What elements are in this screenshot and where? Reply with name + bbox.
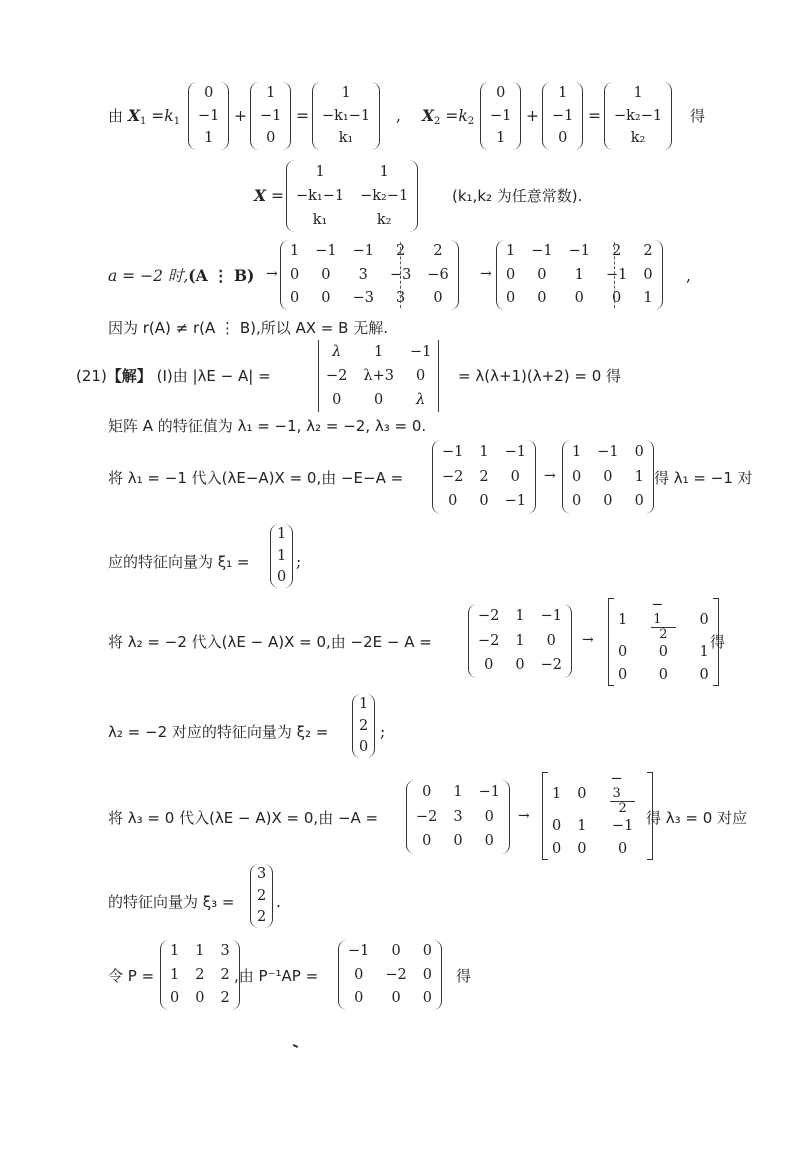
s2-pre: 将 λ₂ = −2 代入(λE − A)X = 0,由 −2E − A = [108, 633, 432, 651]
s3-arrow: → [518, 808, 530, 824]
scan-mark [293, 1044, 298, 1048]
s1-matrix-2: 1 −1 0 0 0 1 0 0 0 [564, 440, 652, 514]
x2-symbol: X [422, 106, 435, 125]
x-symbol: X [254, 186, 267, 205]
arbitrary-constants-note: (k₁,k₂ 为任意常数). [452, 187, 583, 205]
x2-sub: 2 [434, 116, 441, 127]
s3-matrix-1: 0 1 −1 −2 3 0 0 0 0 [408, 780, 508, 854]
xi2-vector: 1 2 0 [354, 694, 373, 758]
augmented-matrix-2: 1 −1 −1 2 2 0 0 1 −1 0 0 0 0 0 1 [498, 240, 661, 310]
augmented-label: (A ⋮ B) [188, 266, 255, 285]
no-solution-text: 因为 r(A) ≠ r(A ⋮ B),所以 AX = B 无解. [108, 319, 388, 337]
s2-vec-pre: λ₂ = −2 对应的特征向量为 ξ₂ = [108, 723, 329, 741]
eq-2: = [588, 107, 601, 125]
arrow-2: → [480, 266, 492, 282]
de-last: 得 [456, 967, 472, 985]
k1-sub: 1 [173, 116, 181, 127]
comma-1: , [396, 107, 401, 125]
char-poly-result: = λ(λ+1)(λ+2) = 0 得 [458, 367, 622, 385]
s1-vec-pre: 应的特征向量为 ξ₁ = [108, 553, 250, 571]
vector-c: 1 −k₁−1 k₁ [314, 82, 378, 150]
s2-matrix-2: 1 − 1 2 0 0 0 1 0 0 0 [610, 598, 717, 686]
s3-matrix-2: 1 0 − 3 2 0 1 −1 0 0 0 [544, 772, 651, 860]
s1-matrix-1: −1 1 −1 −2 2 0 0 0 −1 [434, 440, 534, 514]
vector-d: 0 −1 1 [482, 82, 519, 150]
a-cond: a = −2 时, [108, 267, 189, 285]
line2-x [254, 186, 284, 206]
s2-post: 得 [710, 633, 726, 651]
augmented-matrix-1: 1 −1 −1 2 2 0 0 3 −3 −6 0 0 −3 3 0 [282, 240, 457, 310]
s3-pre: 将 λ₃ = 0 代入(λE − A)X = 0,由 −A = [108, 809, 379, 827]
s1-post: 得 λ₁ = −1 对 [654, 469, 753, 487]
eq-k1: =k [151, 107, 174, 125]
part1-text: (Ⅰ)由 |λE − A| = [156, 367, 271, 385]
matrix-p: 1 1 3 1 2 2 0 0 2 [162, 940, 238, 1010]
s1-pre: 将 λ₁ = −1 代入(λE−A)X = 0,由 −E−A = [108, 469, 404, 487]
eq-1: = [296, 107, 309, 125]
s2-arrow: → [582, 632, 594, 648]
s2-semicolon: ; [380, 723, 386, 741]
s3-vec-pre: 的特征向量为 ξ₃ = [108, 893, 235, 911]
x1-sub: 1 [139, 116, 147, 127]
plus-2: + [526, 107, 539, 125]
s3-period: . [276, 893, 281, 911]
xi3-vector: 3 2 2 [252, 864, 271, 928]
jie-label: 【解】 [106, 367, 152, 385]
line1-text-a [108, 106, 180, 132]
q21-head [76, 366, 271, 386]
vector-e: 1 −1 0 [544, 82, 581, 150]
s2-matrix-1: −2 1 −1 −2 1 0 0 0 −2 [470, 604, 570, 678]
s1-semicolon: ; [296, 553, 302, 571]
vector-b: 1 −1 0 [252, 82, 289, 150]
line3-cond [108, 266, 254, 286]
you-prefix: 由 [108, 107, 124, 125]
x1-symbol: X [127, 106, 140, 125]
s1-arrow: → [544, 468, 556, 484]
determinant: λ 1 −1 −2 λ+3 0 0 0 λ [318, 340, 439, 412]
xi1-vector: 1 1 0 [272, 524, 291, 588]
de-1: 得 [690, 107, 706, 125]
p-inverse-ap: ,由 P⁻¹AP = [234, 967, 319, 985]
eq-line2: = [270, 187, 284, 205]
eigenvalues-text: 矩阵 A 的特征值为 λ₁ = −1, λ₂ = −2, λ₃ = 0. [108, 417, 427, 435]
plus-1: + [234, 107, 247, 125]
matrix-diag: −1 0 0 0 −2 0 0 0 0 [340, 940, 440, 1010]
comma-3: , [686, 267, 691, 285]
let-p: 令 P = [108, 967, 155, 985]
vector-f: 1 −k₂−1 k₂ [606, 82, 670, 150]
vector-a: 0 −1 1 [190, 82, 227, 150]
line1-text-b [422, 106, 474, 132]
arrow-1: → [266, 266, 278, 282]
q21-label: (21) [76, 367, 107, 385]
s3-post: 得 λ₃ = 0 对应 [646, 809, 748, 827]
matrix-x: 1 1 −k₁−1 −k₂−1 k₁ k₂ [288, 160, 416, 232]
k2-sub: 2 [467, 116, 475, 127]
eq-k2: =k [445, 107, 468, 125]
